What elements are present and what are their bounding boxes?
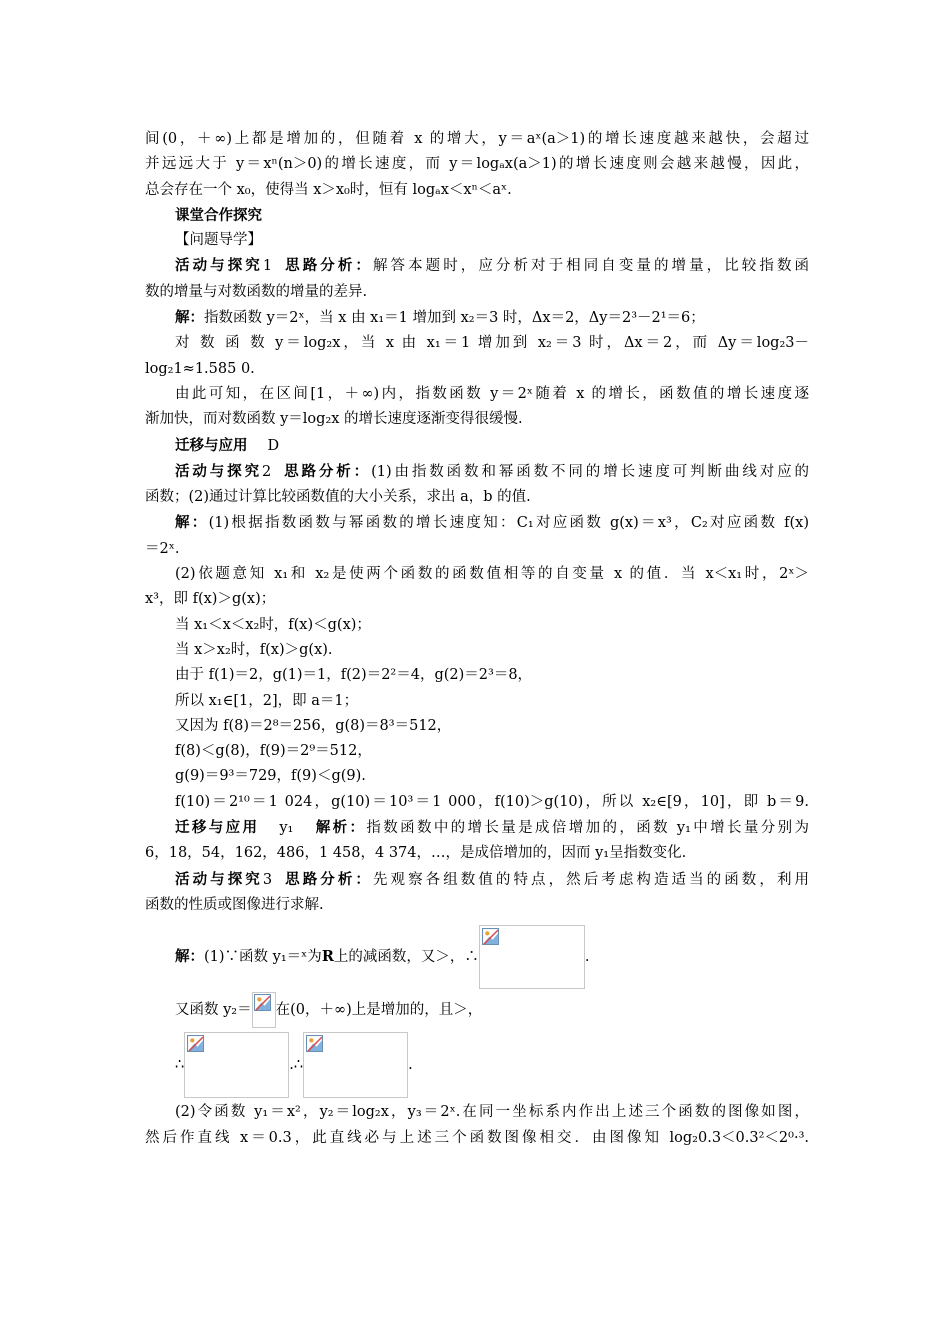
solution-line [145,305,809,331]
text-line: 由此可知，在区间[1，＋∞)内，指数函数 y＝2ˣ随着 x 的增长，函数值的增长速度逐 [175,385,809,402]
analysis-label: 思路分析： [282,870,373,888]
text-line: (2)依题意知 x₁和 x₂是使两个函数的函数值相等的自变量 x 的值．当 x＜x₁时，2ˣ＞ [175,566,809,583]
section-heading: 课堂合作探究 [175,206,262,224]
text-line [145,1030,809,1100]
broken-image-placeholder [184,1032,289,1098]
broken-image-placeholder [252,992,276,1028]
text-line: x³，即 f(x)＞g(x)； [145,591,276,608]
solution-label: 解： [175,514,209,532]
text-line: f(8)＜g(8)，f(9)＝2⁹＝512， [175,743,372,760]
transfer-line [145,815,809,841]
text-line: f(10)＝2¹⁰＝1 024，g(10)＝10³＝1 000，f(10)＞g(10)，所以 x₂∈[9，10]，即 b＝9. [175,793,809,810]
activity-number: 3 [262,871,273,888]
analysis-label: 思路分析： [282,257,373,275]
solution-text: 在(0，＋∞)上是增加的，且＞， [275,1002,483,1019]
transfer-label: 迁移与应用 [175,436,248,454]
analysis-text: 指数函数中的增长量是成倍增加的，函数 y₁中增长量分别为 [366,820,810,837]
solution-text: ∴ [175,1057,185,1074]
activity-number: 2 [261,463,272,480]
text-line: log₂1≈1.585 0. [145,360,255,377]
solution-text: (1)根据指数函数与幂函数的增长速度知：C₁对应函数 g(x)＝x³，C₂对应函数 f(x) [208,515,809,532]
analysis-label: 解析： [313,819,367,837]
solution-label: 解： [175,948,204,966]
text-line: (2)令函数 y₁＝x²，y₂＝log₂x，y₃＝2ˣ.在同一坐标系内作出上述三个函数的图像如图， [175,1104,809,1121]
activity-label: 活动与探究 [175,257,263,275]
subsection-heading: 【问题导学】 [175,232,262,249]
text-line: 数的增量与对数函数的增量的差异. [145,283,368,300]
text-line: 6，18，54，162，486，1 458，4 374，…，是成倍增加的，因而 y₁呈指数变化. [145,845,687,862]
analysis-text: (1)由指数函数和幂函数不同的增长速度可判断曲线对应的 [371,463,810,480]
broken-image-icon [187,1035,204,1052]
text-line: 总会存在一个 x₀，使得当 x＞x₀时，恒有 logₐx＜xⁿ＜aˣ. [145,181,512,198]
analysis-text: 解答本题时，应分析对于相同自变量的增量，比较指数函 [372,258,810,275]
activity-number: 1 [262,258,273,275]
solution-text: . [408,1057,413,1074]
text-line: 函数；(2)通过计算比较函数值的大小关系，求出 a，b 的值. [145,489,531,506]
solution-text: 指数函数 y＝2ˣ，当 x 由 x₁＝1 增加到 x₂＝3 时，Δx＝2，Δy＝2³－2¹＝6； [204,310,705,327]
activity-label: 活动与探究 [175,870,263,888]
document-page [145,127,809,1151]
text-line: 渐加快，而对数函数 y＝log₂x 的增长速度逐渐变得很缓慢. [145,411,523,428]
activity-1-line [145,253,809,279]
text-line: 当 x＞x₂时，f(x)＞g(x). [175,641,333,658]
solution-text: 上的减函数，又＞，∴ [333,949,479,966]
transfer-answer: y₁ [279,820,294,837]
solution-line [145,924,809,990]
solution-label: 解： [175,309,204,327]
solution-line [145,510,809,536]
broken-image-icon [306,1035,323,1052]
text-line: g(9)＝9³＝729，f(9)＜g(9). [175,768,366,785]
text-line: 所以 x₁∈[1，2]，即 a＝1； [175,692,359,709]
text-line: 又因为 f(8)＝2⁸＝256，g(8)＝8³＝512， [175,717,452,734]
text-line: 对 数 函 数 y＝log₂x，当 x 由 x₁＝1 增加到 x₂＝3 时，Δx＝2，而 Δy＝log₂3－ [175,335,809,352]
transfer-answer: D [267,437,280,454]
solution-text: .∴ [289,1057,304,1074]
text-line: 并远远大于 y＝xⁿ(n＞0)的增长速度，而 y＝logₐx(a＞1)的增长速度则会越来越慢，因此， [145,156,809,173]
text-line: ＝2ˣ. [145,540,180,557]
text-line: 函数的性质或图像进行求解. [145,896,324,913]
text-line [145,990,809,1030]
solution-text: 又函数 y₂＝ [175,1002,252,1019]
transfer-line [145,433,809,459]
activity-3-line [145,867,809,893]
activity-label: 活动与探究 [175,462,262,480]
text-line: 间(0，＋∞)上都是增加的，但随着 x 的增大，y＝aˣ(a＞1)的增长速度越来越快，会超过 [145,131,809,147]
broken-image-placeholder [479,925,585,989]
analysis-label: 思路分析： [281,462,372,480]
text-line: 由于 f(1)＝2，g(1)＝1，f(2)＝2²＝4，g(2)＝2³＝8， [175,667,533,684]
broken-image-icon [482,928,499,945]
broken-image-icon [254,994,271,1011]
solution-text: (1)∵函数 y₁＝ˣ为 [204,949,322,966]
set-symbol: R [321,948,334,966]
analysis-text: 先观察各组数值的特点，然后考虑构造适当的函数，利用 [372,871,810,888]
text-line: 然后作直线 x＝0.3，此直线必与上述三个函数图像相交．由图像知 log₂0.3＜0.3²＜2⁰·³. [145,1129,809,1146]
text-line: 当 x₁＜x＜x₂时，f(x)＜g(x)； [175,616,371,633]
transfer-label: 迁移与应用 [175,819,260,837]
solution-text: . [584,949,590,966]
broken-image-placeholder [303,1032,408,1098]
activity-2-line [145,459,809,485]
